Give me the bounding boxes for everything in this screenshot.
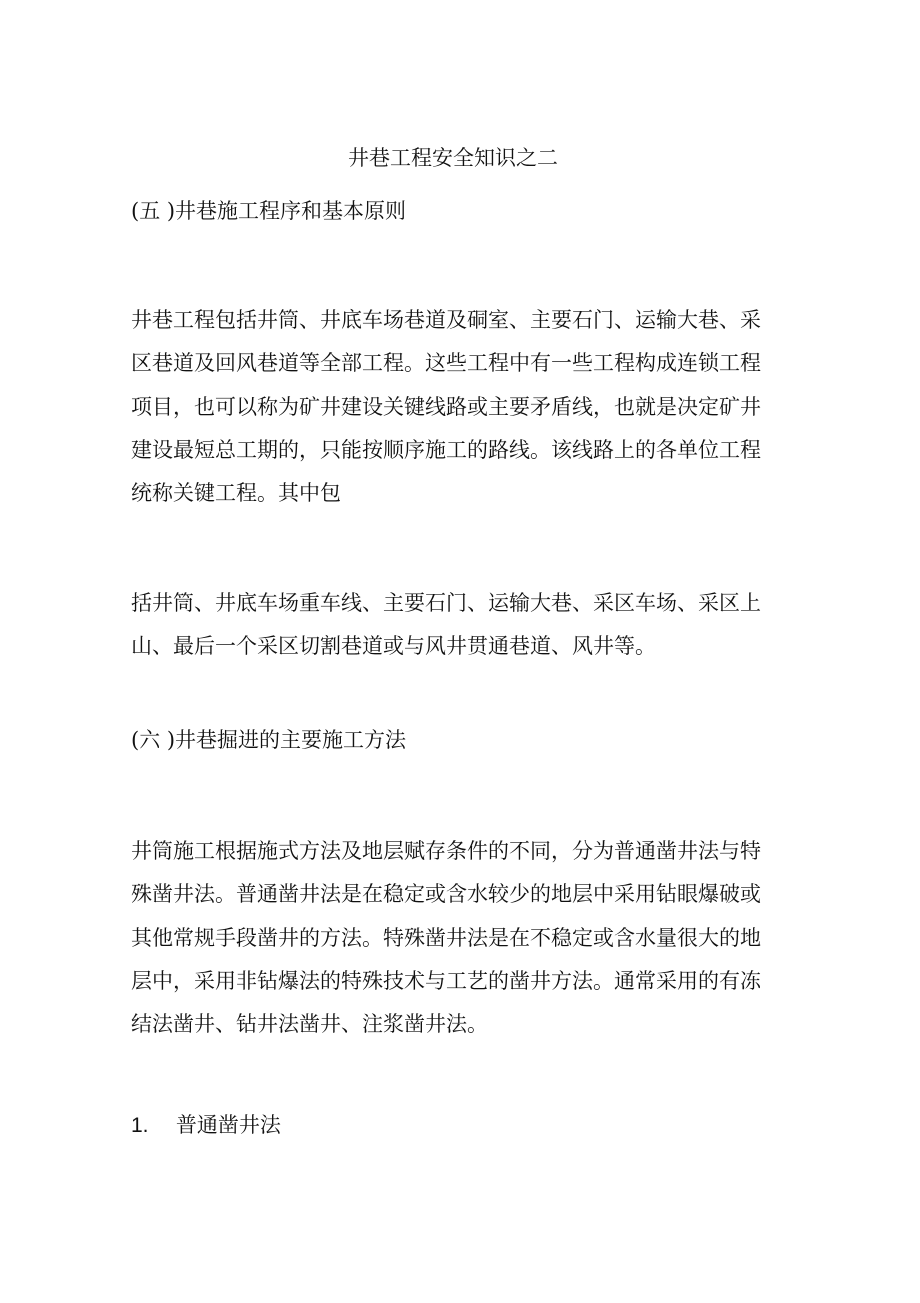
subsection-number: 1. [131, 1114, 149, 1137]
paragraph-line: 井巷工程包括井筒、井底车场巷道及硐室、主要石门、运输大巷、采 [131, 308, 761, 332]
paragraph-line: 项目，也可以称为矿井建设关键线路或主要矛盾线，也就是决定矿井 [131, 394, 761, 419]
paragraph-section5-1 [131, 299, 761, 515]
subsection-heading-1 [131, 1109, 281, 1142]
paragraph-section6-1 [131, 830, 761, 1046]
paragraph-line: 山、最后一个采区切割巷道或与风井贯通巷道、风井等。 [131, 634, 656, 659]
paragraph-line: 括井筒、井底车场重车线、主要石门、运输大巷、采区车场、采区上 [131, 591, 761, 615]
paragraph-line: 统称关键工程。其中包 [131, 481, 341, 506]
paragraph-line: 其他常规手段凿井的方法。特殊凿井法是在不稳定或含水量很大的地 [131, 925, 761, 950]
section-heading-6: (六 )井巷掘进的主要施工方法 [131, 728, 407, 752]
paragraph-line: 建设最短总工期的，只能按顺序施工的路线。该线路上的各单位工程 [131, 437, 761, 462]
document-title: 井巷工程安全知识之二 [348, 146, 558, 170]
paragraph-line: 层中，采用非钻爆法的特殊技术与工艺的凿井方法。通常采用的有冻 [131, 968, 761, 993]
paragraph-line: 结法凿井、钻井法凿井、注浆凿井法。 [131, 1012, 488, 1037]
paragraph-line: 殊凿井法。普通凿井法是在稳定或含水较少的地层中采用钻眼爆破或 [131, 882, 761, 907]
section-heading-5: (五 )井巷施工程序和基本原则 [131, 199, 407, 223]
paragraph-line: 井筒施工根据施式方法及地层赋存条件的不同，分为普通凿井法与特 [131, 839, 761, 863]
paragraph-line: 区巷道及回风巷道等全部工程。这些工程中有一些工程构成连锁工程 [131, 351, 761, 376]
subsection-label: 普通凿井法 [175, 1113, 281, 1137]
paragraph-section5-2 [131, 582, 761, 669]
